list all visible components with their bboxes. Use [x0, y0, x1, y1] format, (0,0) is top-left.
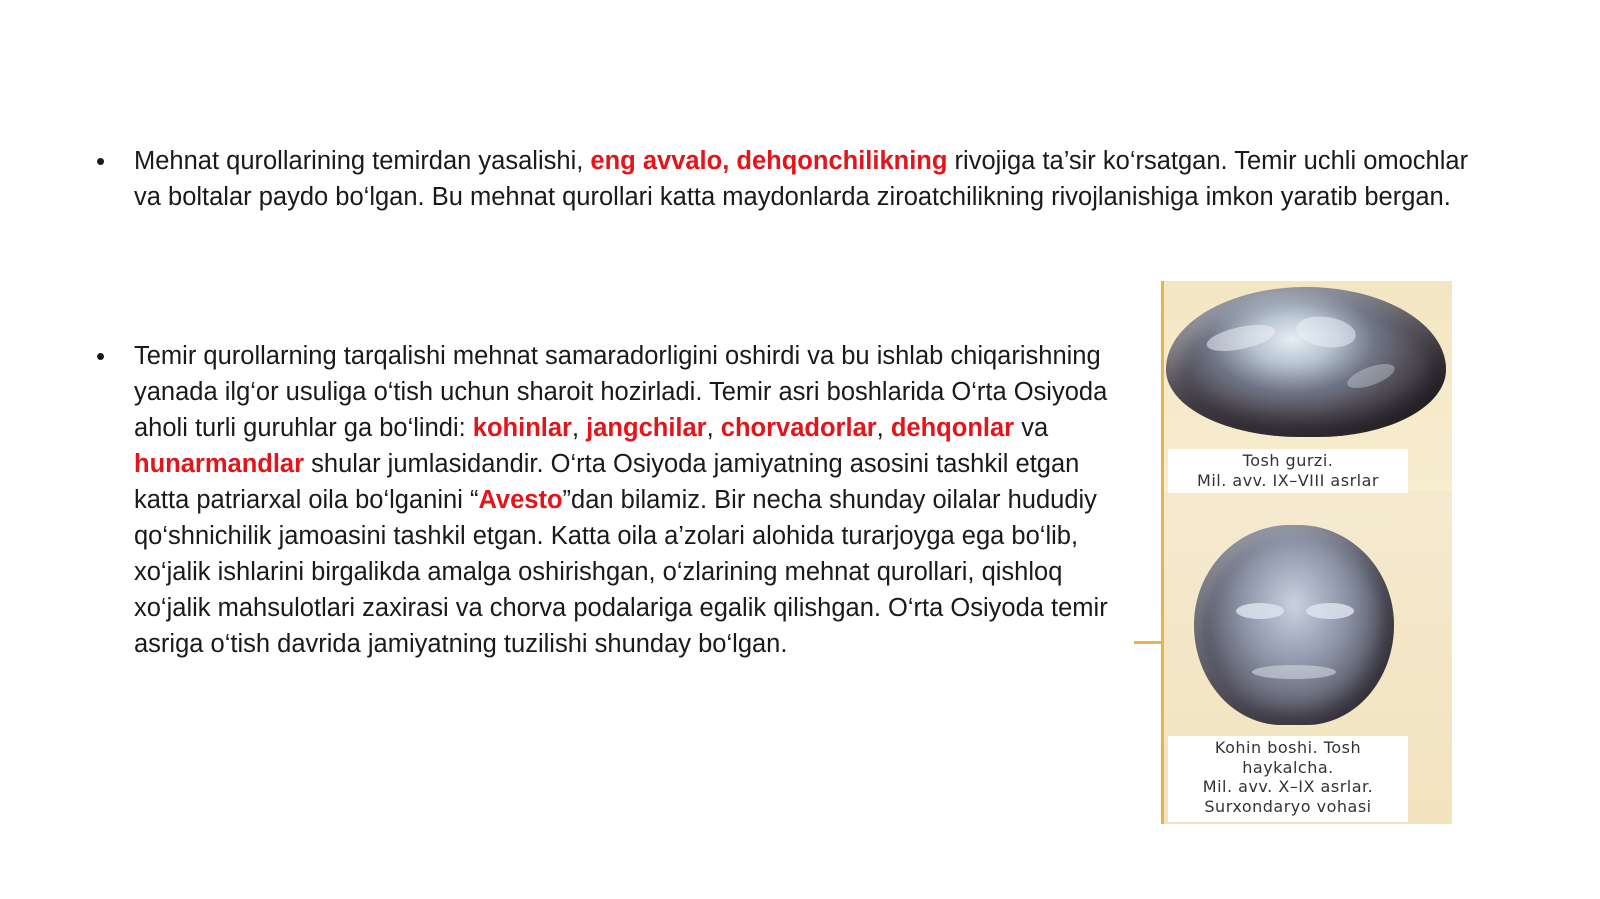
caption-line: Surxondaryo vohasi: [1204, 796, 1372, 816]
head-mouth: [1252, 665, 1336, 679]
stone-highlight: [1344, 359, 1397, 393]
highlight-segment: eng avvalo, dehqonchilikning: [590, 147, 948, 175]
text-segment: Mehnat qurollarining temirdan yasalishi,: [134, 147, 591, 175]
text-segment: shular jumlasidandir. O‘rta Osiyoda jamiyatning asosini tashkil etgan katta patriarxal oila bo‘lganini “: [134, 450, 1080, 514]
text-segment: ,: [876, 414, 891, 442]
bullet-item-2: [96, 338, 1126, 662]
bullet-marker: •: [96, 341, 106, 371]
text-segment: Temir qurollarning tarqalishi mehnat samaradorligini oshirdi va bu ishlab chiqarishning yanada ilg‘or usuliga o‘tish uchun sharoit hozirladi. Temir asri boshlarida O‘rta Osiyoda aholi turli guruhlar ga bo‘lindi:: [134, 342, 1108, 442]
highlight-segment: jangchilar: [586, 414, 707, 442]
bullet-text: [134, 143, 1496, 215]
highlight-segment: dehqonlar: [890, 414, 1015, 442]
accent-line: [1134, 641, 1164, 644]
caption-line: Kohin boshi. Tosh: [1214, 738, 1362, 757]
text-segment: ,: [571, 414, 587, 442]
stone-mace-panel: [1164, 281, 1452, 491]
bullet-marker: •: [96, 146, 106, 176]
head-eye: [1306, 603, 1354, 619]
caption-line: Tosh gurzi.: [1242, 451, 1334, 470]
highlight-segment: chorvadorlar: [720, 414, 877, 442]
stone-mace-image: [1166, 287, 1446, 437]
text-segment: va: [1014, 414, 1049, 442]
caption-line: haykalcha.: [1242, 757, 1334, 777]
bullet-item-1: [96, 143, 1496, 215]
caption-line: Mil. avv. IX–VIII asrlar: [1197, 470, 1379, 490]
priest-head-image: [1194, 525, 1394, 725]
highlight-segment: Avesto: [478, 486, 563, 514]
text-segment: rivojiga ta’sir ko‘rsatgan. Temir uchli omochlar va boltalar paydo bo‘lgan. Bu mehnat qurollari katta maydonlarda ziroatchilikning rivojlanishiga imkon yaratib bergan.: [134, 147, 1469, 211]
highlight-segment: kohinlar: [472, 414, 572, 442]
head-eye: [1236, 603, 1284, 619]
stone-highlight: [1204, 320, 1277, 356]
bullet-text: [134, 338, 1126, 662]
text-segment: ,: [706, 414, 721, 442]
stone-highlight: [1294, 313, 1358, 351]
caption-line: Mil. avv. X–IX asrlar.: [1202, 777, 1374, 796]
highlight-segment: hunarmandlar: [134, 450, 305, 478]
text-segment: ”dan bilamiz. Bir necha shunday oilalar hududiy qo‘shnichilik jamoasini tashkil etgan. Katta oila a’zolari alohida turarjoyga ega bo‘lib, xo‘jalik ishlarini birgalikda amalga oshirishgan, o‘zlarining mehnat qurollari, qishloq xo‘jalik mahsulotlari zaxirasi va chorva podalariga egalik qilishgan. O‘rta Osiyoda temir asriga o‘tish davrida jamiyatning tuzilishi shunday bo‘lgan.: [134, 486, 1108, 658]
stone-mace-caption: [1168, 449, 1408, 493]
artifact-figure: [1161, 281, 1452, 824]
priest-head-caption: [1168, 736, 1408, 822]
